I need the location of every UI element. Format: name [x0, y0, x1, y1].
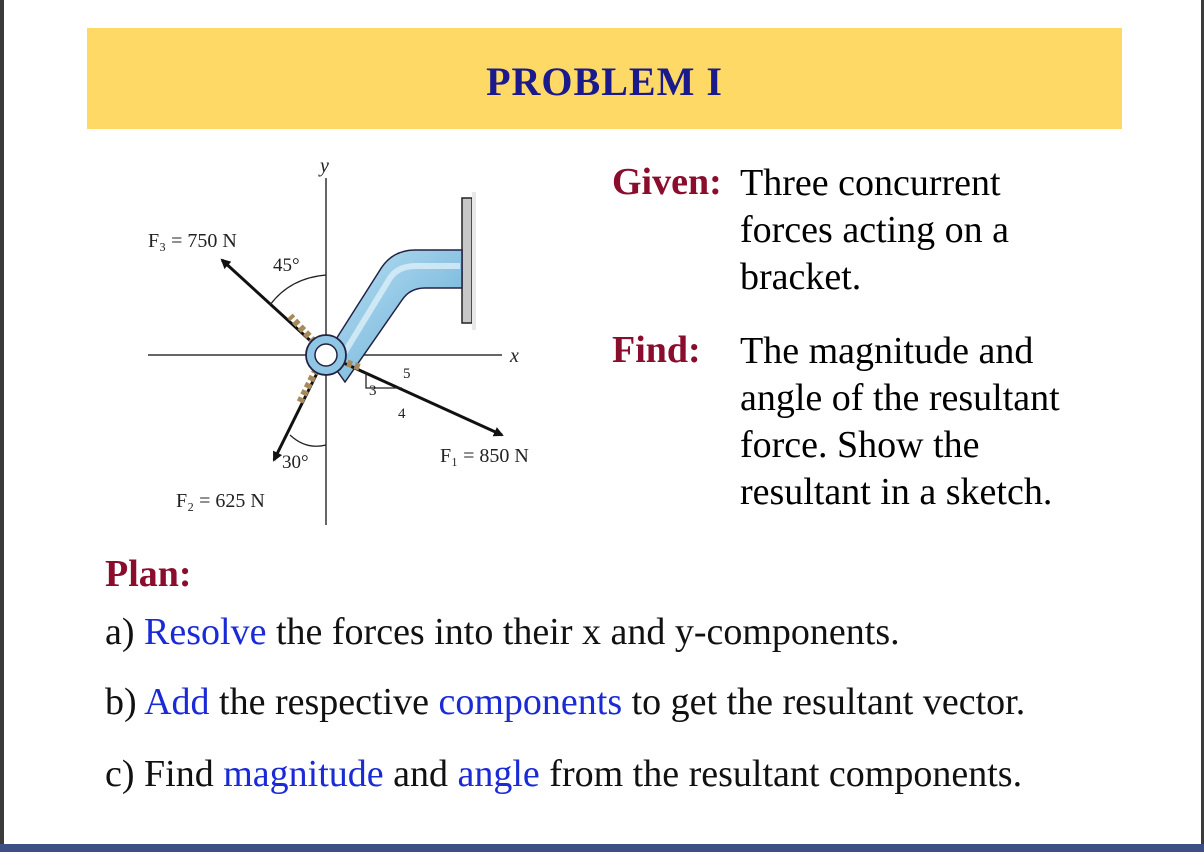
- wall-mount: [462, 198, 472, 323]
- keyword-add: Add: [144, 681, 210, 723]
- find-text: The magnitude and angle of the resultant force. Show the resultant in a sketch.: [740, 330, 1060, 513]
- plan-step-b: b) Add the respective components to get the resultant vector.: [105, 681, 1026, 723]
- f3-label: F₃ = 750 N: [148, 230, 237, 252]
- bracket-force-diagram: [140, 150, 580, 540]
- plan-step-a: a) Resolve the forces into their x and y-components.: [105, 611, 900, 653]
- left-window-edge: [0, 0, 4, 852]
- y-axis-label: y: [320, 155, 329, 177]
- f2-angle-arc: [290, 435, 326, 446]
- keyword-components: components: [438, 681, 623, 723]
- f1-label: F₁ = 850 N: [440, 445, 529, 467]
- f2-angle-label: 30°: [282, 452, 309, 473]
- page-title: PROBLEM I: [486, 59, 723, 104]
- f3-angle-arc: [270, 275, 326, 305]
- slope-3-label: 3: [369, 383, 377, 399]
- f3-angle-label: 45°: [273, 255, 300, 276]
- plan-step-c: c) Find magnitude and angle from the resultant components.: [105, 753, 1023, 795]
- slope-4-label: 4: [398, 406, 406, 422]
- f1-force-arrow: [326, 355, 502, 435]
- keyword-magnitude: magnitude: [223, 753, 384, 795]
- bottom-border-bar: [0, 844, 1204, 852]
- keyword-resolve: Resolve: [144, 611, 267, 653]
- keyword-angle: angle: [457, 753, 540, 795]
- given-text: Three concurrent forces acting on a bracket.: [740, 162, 1010, 298]
- title-banner: [87, 28, 1122, 129]
- plan-label: Plan:: [105, 553, 192, 595]
- x-axis-label: x: [510, 345, 519, 367]
- given-label: Given:: [612, 161, 722, 203]
- slope-5-label: 5: [403, 366, 411, 382]
- f2-label: F₂ = 625 N: [176, 490, 265, 512]
- find-label: Find:: [612, 329, 701, 371]
